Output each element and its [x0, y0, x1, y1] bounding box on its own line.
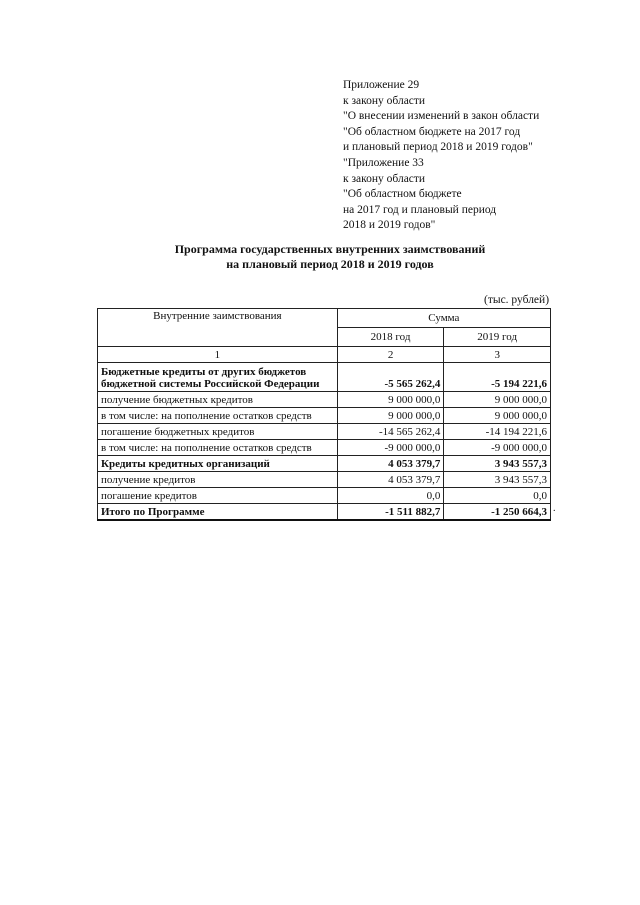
row-label: Итого по Программе: [98, 504, 338, 521]
title-line-2: на плановый период 2018 и 2019 годов: [226, 257, 434, 271]
header-line: "О внесении изменений в закон области: [343, 110, 540, 123]
row-value-2019: 9 000 000,0: [444, 408, 551, 424]
header-line: "Об областном бюджете на 2017 год: [343, 125, 521, 138]
row-value-2018: -5 565 262,4: [337, 363, 444, 392]
table-row: [98, 472, 551, 488]
row-value-2019: 9 000 000,0: [444, 392, 551, 408]
row-label: Кредиты кредитных организаций: [98, 456, 338, 472]
row-value-2019: -1 250 664,3: [444, 504, 551, 521]
table-row: [98, 488, 551, 504]
header-line: 2018 и 2019 годов": [343, 219, 436, 232]
row-value-2018: 9 000 000,0: [337, 408, 444, 424]
column-number-1: 1: [98, 347, 338, 363]
row-value-2019: -5 194 221,6: [444, 363, 551, 392]
row-value-2018: -9 000 000,0: [337, 440, 444, 456]
table-row: [98, 363, 551, 392]
header-line: "Приложение 33: [343, 156, 424, 169]
header-line: на 2017 год и плановый период: [343, 203, 497, 216]
row-value-2019: -14 194 221,6: [444, 424, 551, 440]
row-label: погашение кредитов: [98, 488, 338, 504]
row-label: в том числе: на пополнение остатков средств: [98, 440, 338, 456]
column-header-name: Внутренние заимствования: [98, 309, 338, 347]
row-value-2018: -14 565 262,4: [337, 424, 444, 440]
row-label: получение бюджетных кредитов: [98, 392, 338, 408]
units-label: (тыс. рублей): [484, 294, 550, 306]
table-row: [98, 440, 551, 456]
table-row: [98, 408, 551, 424]
row-value-2019: 3 943 557,3: [444, 472, 551, 488]
row-label: Бюджетные кредиты от других бюджетов бюджетной системы Российской Федерации: [98, 363, 338, 392]
header-line: "Об областном бюджете: [343, 188, 462, 201]
row-value-2018: -1 511 882,7: [337, 504, 444, 521]
row-value-2018: 0,0: [337, 488, 444, 504]
row-value-2018: 9 000 000,0: [337, 392, 444, 408]
header-line: и плановый период 2018 и 2019 годов": [343, 141, 533, 154]
column-header-year-2018: 2018 год: [337, 328, 444, 347]
table-row: [98, 424, 551, 440]
table-row: [98, 456, 551, 472]
title-line-1: Программа государственных внутренних заимствований: [174, 242, 486, 256]
header-line: к закону области: [343, 94, 426, 107]
edge-mark: .: [553, 503, 556, 514]
row-value-2018: 4 053 379,7: [337, 472, 444, 488]
row-value-2018: 4 053 379,7: [337, 456, 444, 472]
row-label: погашение бюджетных кредитов: [98, 424, 338, 440]
document-title: [0, 242, 640, 272]
table-row: [98, 392, 551, 408]
header-line: Приложение 29: [343, 79, 420, 91]
row-label: получение кредитов: [98, 472, 338, 488]
column-header-sum: Сумма: [337, 309, 550, 328]
column-number-2: 2: [337, 347, 444, 363]
row-label: в том числе: на пополнение остатков средств: [98, 408, 338, 424]
row-value-2019: 0,0: [444, 488, 551, 504]
row-value-2019: 3 943 557,3: [444, 456, 551, 472]
borrowing-program-table: [97, 308, 551, 521]
header-line: к закону области: [343, 172, 426, 185]
appendix-header: [343, 78, 623, 234]
table-row-total: [98, 504, 551, 521]
column-number-3: 3: [444, 347, 551, 363]
column-header-year-2019: 2019 год: [444, 328, 551, 347]
row-value-2019: -9 000 000,0: [444, 440, 551, 456]
